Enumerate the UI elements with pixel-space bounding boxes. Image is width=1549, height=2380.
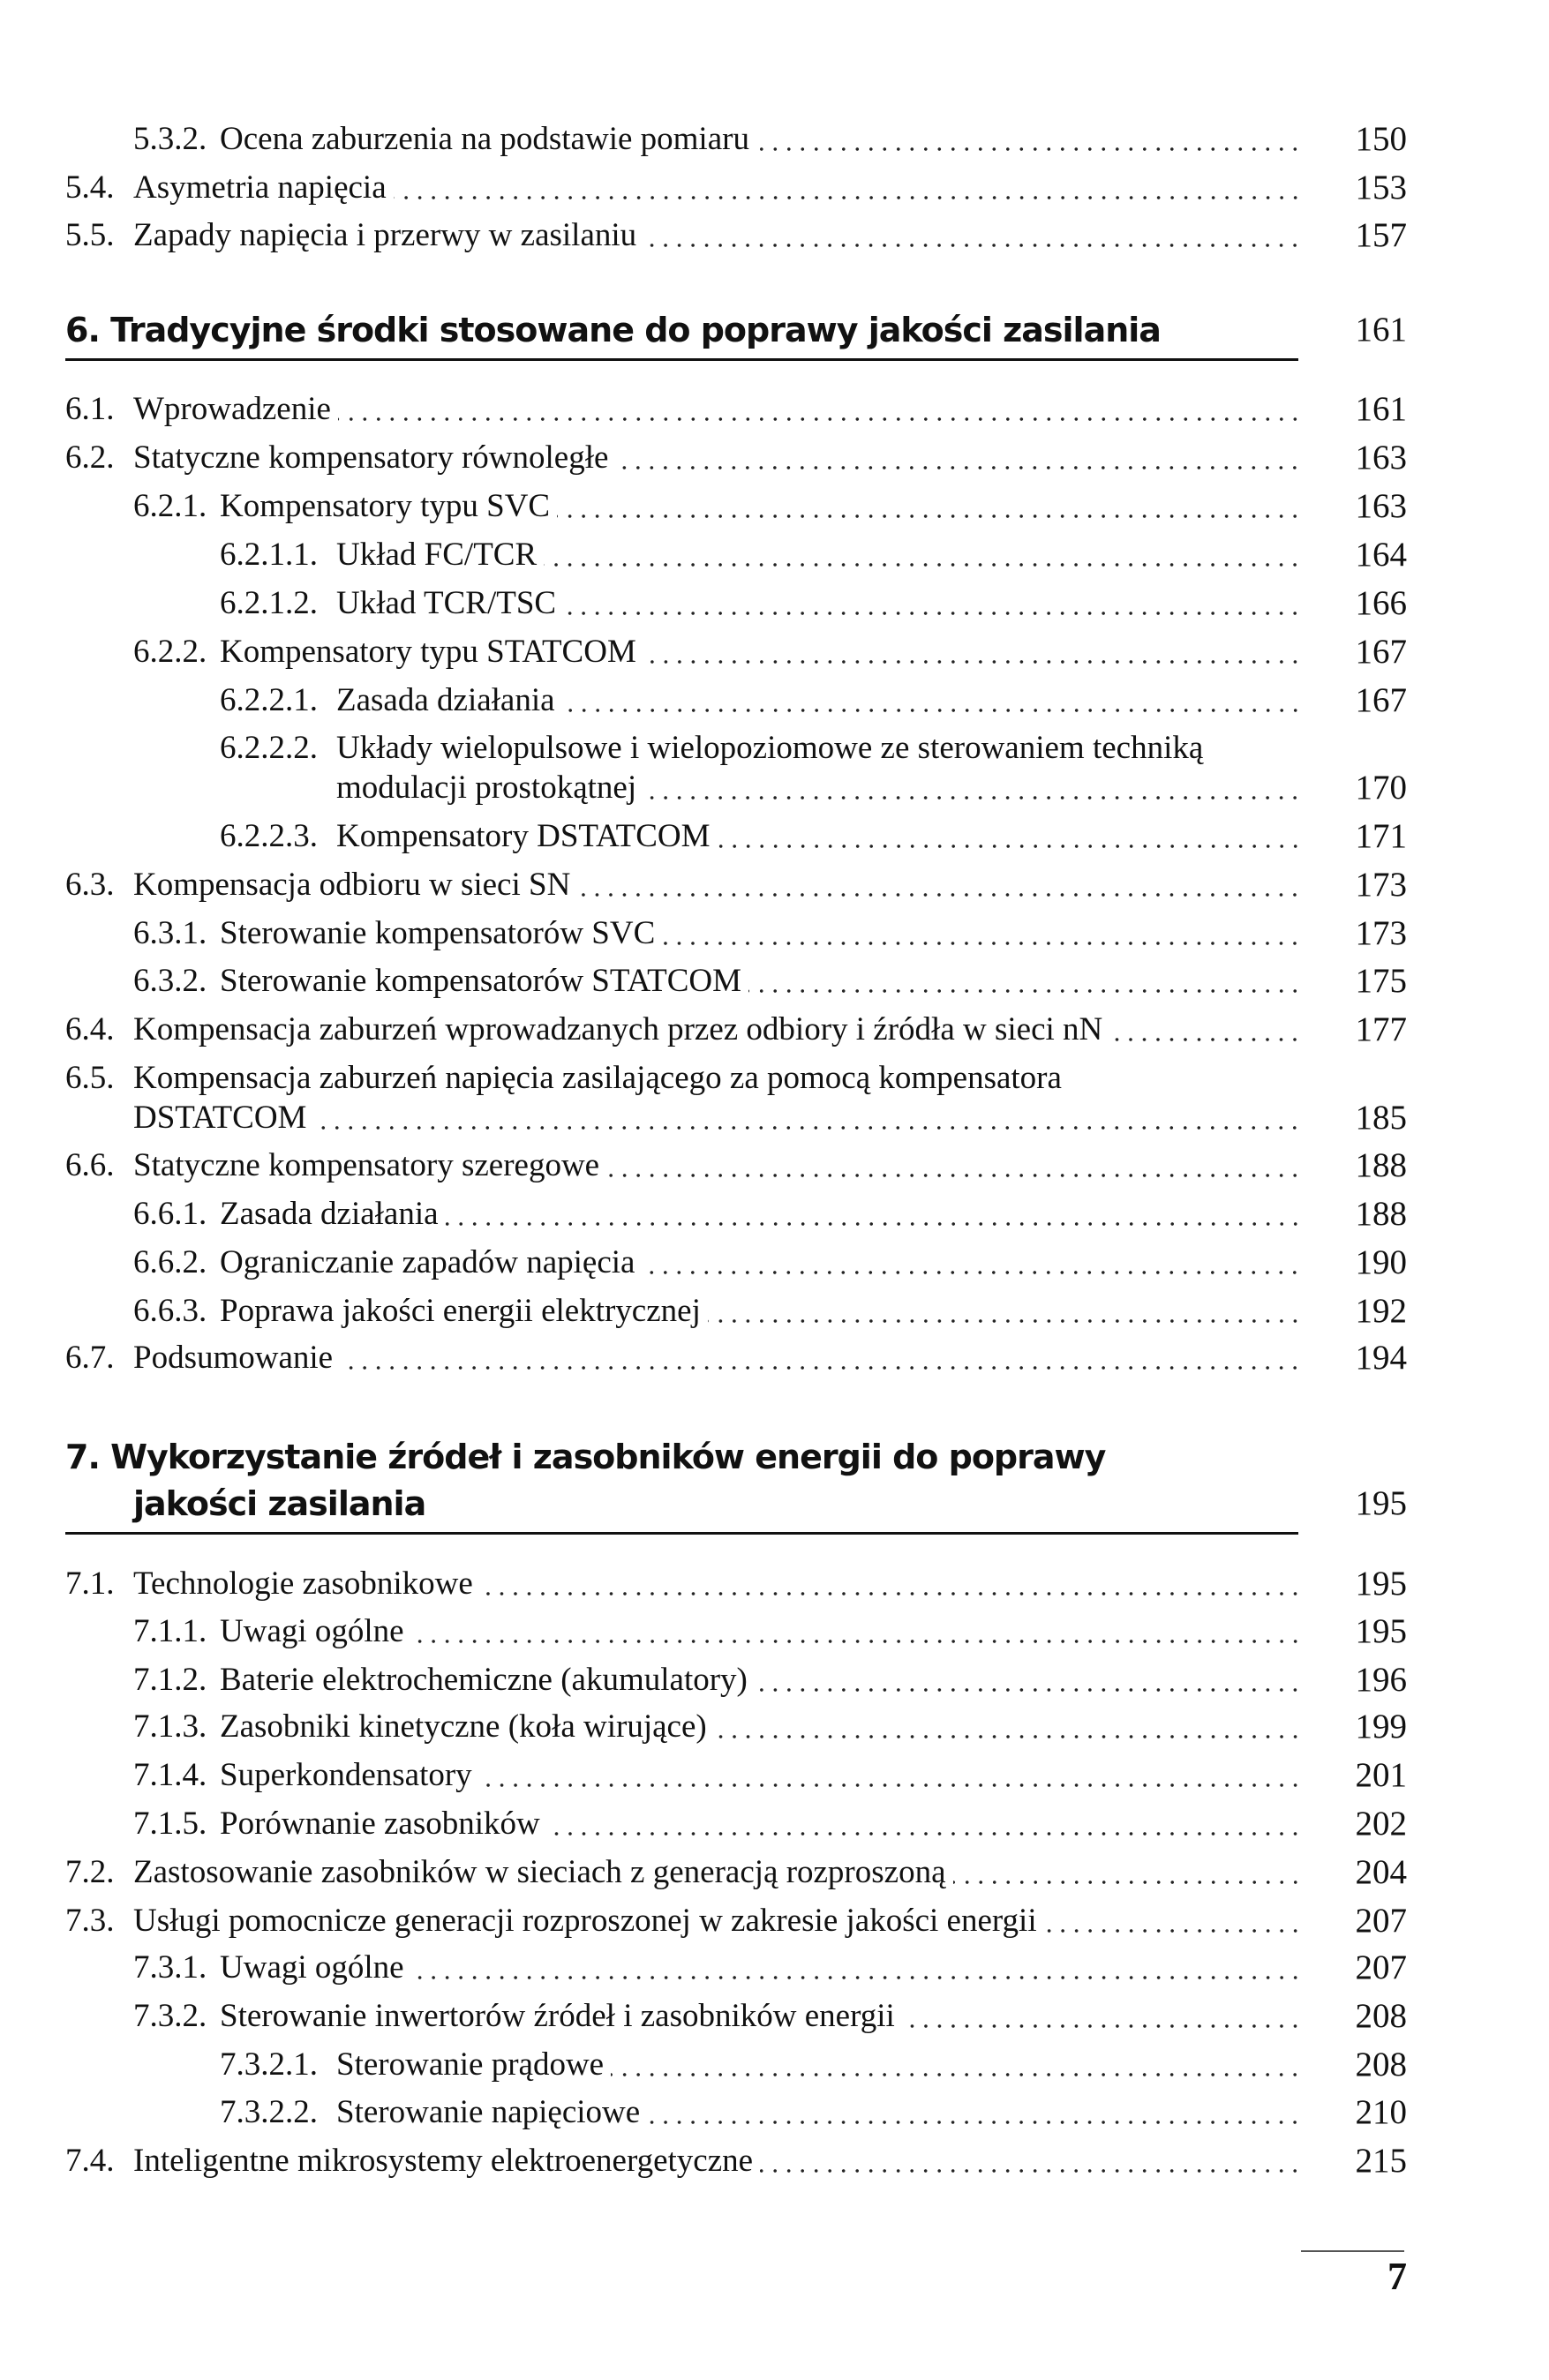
toc-entry[interactable] <box>0 867 1302 903</box>
toc-entry[interactable] <box>0 440 1302 476</box>
entry-title: Poprawa jakości energii elektrycznej <box>220 1293 701 1330</box>
entry-page-number: 190 <box>1355 1243 1407 1282</box>
entry-page-number: 199 <box>1355 1708 1407 1746</box>
dot-leader <box>394 170 1302 206</box>
entry-title: Sterowanie napięciowe <box>336 2094 641 2131</box>
entry-page-number: 188 <box>1355 1195 1407 1234</box>
entry-page-number: 192 <box>1355 1292 1407 1331</box>
toc-entry[interactable] <box>0 1197 1302 1232</box>
entry-number: 5.4. <box>65 169 115 206</box>
entry-title: modulacji prostokątnej <box>336 769 637 806</box>
dot-leader <box>562 683 1302 718</box>
entry-title: Wprowadzenie <box>133 391 331 428</box>
entry-page-number: 173 <box>1355 865 1407 904</box>
entry-title: Sterowanie kompensatorów STATCOM <box>220 963 742 1000</box>
entry-number: 7.3.2.2. <box>220 2094 318 2131</box>
toc-entry[interactable] <box>0 770 1302 806</box>
entry-number: 6.6.2. <box>133 1244 207 1281</box>
toc-entry[interactable] <box>0 1758 1302 1793</box>
toc-entry[interactable] <box>0 964 1302 999</box>
entry-title: Kompensacja zaburzeń napięcia zasilającego za pomocą kompensatora <box>133 1060 1062 1097</box>
toc-entry[interactable] <box>0 1663 1302 1698</box>
entry-number: 7.4. <box>65 2143 115 2180</box>
toc-entry[interactable] <box>0 1614 1302 1649</box>
toc-entry[interactable] <box>0 1061 1302 1096</box>
entry-page-number: 167 <box>1355 680 1407 719</box>
entry-title: Baterie elektrochemiczne (akumulatory) <box>220 1662 748 1699</box>
entry-page-number: 163 <box>1355 487 1407 526</box>
entry-title: Statyczne kompensatory szeregowe <box>133 1147 600 1184</box>
dot-leader <box>544 537 1302 573</box>
entry-number: 6.2.2.2. <box>220 730 318 767</box>
chapter-page-number: 161 <box>1355 310 1407 349</box>
dot-leader <box>953 1855 1302 1890</box>
entry-page-number: 185 <box>1355 1098 1407 1137</box>
entry-number: 6.6.1. <box>133 1196 207 1233</box>
entry-page-number: 195 <box>1355 1612 1407 1651</box>
toc-entry[interactable] <box>0 1012 1302 1047</box>
entry-number: 7.1.1. <box>133 1613 207 1650</box>
heading-underline <box>65 358 1298 361</box>
entry-title: Układy wielopulsowe i wielopoziomowe ze sterowaniem techniką <box>336 730 1204 767</box>
dot-leader <box>563 586 1302 621</box>
entry-page-number: 153 <box>1355 168 1407 206</box>
entry-number: 6.6. <box>65 1147 115 1184</box>
entry-page-number: 175 <box>1355 962 1407 1001</box>
entry-number: 7.3.2.1. <box>220 2046 318 2083</box>
dot-leader <box>643 770 1302 806</box>
dot-leader <box>662 916 1302 951</box>
toc-entry[interactable] <box>0 916 1302 951</box>
toc-entry[interactable] <box>0 1148 1302 1183</box>
entry-page-number: 215 <box>1355 2142 1407 2181</box>
entry-page-number: 208 <box>1355 2045 1407 2083</box>
toc-entry[interactable] <box>0 537 1302 573</box>
entry-number: 7.1.2. <box>133 1662 207 1699</box>
dot-leader <box>1044 1903 1302 1939</box>
entry-title: Układ FC/TCR <box>336 537 538 574</box>
toc-entry[interactable] <box>0 2047 1302 2083</box>
dot-leader <box>615 440 1302 476</box>
entry-title: Technologie zasobnikowe <box>133 1565 473 1602</box>
dot-leader <box>338 392 1302 427</box>
entry-page-number: 207 <box>1355 1901 1407 1940</box>
toc-entry[interactable] <box>0 2144 1302 2179</box>
toc-entry[interactable] <box>0 1709 1302 1745</box>
chapter-page-number: 195 <box>1355 1483 1407 1522</box>
dot-leader <box>411 1950 1302 1986</box>
entry-title: Porównanie zasobników <box>220 1806 540 1843</box>
dot-leader <box>902 1999 1302 2034</box>
entry-page-number: 202 <box>1355 1805 1407 1843</box>
entry-title: Kompensatory typu STATCOM <box>220 633 636 670</box>
dot-leader <box>755 1663 1302 1698</box>
entry-number: 6.3. <box>65 866 115 903</box>
entry-number: 7.1. <box>65 1565 115 1602</box>
entry-title: Asymetria napięcia <box>133 169 387 206</box>
dot-leader <box>411 1614 1302 1649</box>
toc-entry[interactable] <box>0 1999 1302 2034</box>
entry-page-number: 196 <box>1355 1661 1407 1700</box>
entry-page-number: 157 <box>1355 216 1407 255</box>
entry-number: 7.1.5. <box>133 1806 207 1843</box>
entry-title: Podsumowanie <box>133 1340 334 1377</box>
toc-entry[interactable] <box>0 170 1302 206</box>
entry-page-number: 167 <box>1355 632 1407 671</box>
entry-title: Kompensatory DSTATCOM <box>336 817 711 854</box>
entry-number: 7.2. <box>65 1853 115 1890</box>
entry-page-number: 210 <box>1355 2093 1407 2132</box>
dot-leader <box>479 1758 1302 1793</box>
toc-entry[interactable] <box>0 392 1302 427</box>
chapter-heading[interactable]: jakości zasilania <box>133 1483 426 1523</box>
entry-number: 6.2.2.1. <box>220 681 318 718</box>
entry-page-number: 194 <box>1355 1339 1407 1378</box>
dot-leader <box>446 1197 1302 1232</box>
dot-leader <box>606 1148 1302 1183</box>
folio-rule <box>1301 2250 1404 2252</box>
entry-title: Uwagi ogólne <box>220 1948 404 1986</box>
entry-page-number: 171 <box>1355 816 1407 855</box>
entry-title: Superkondensatory <box>220 1757 472 1794</box>
toc-entry[interactable] <box>0 1340 1302 1376</box>
entry-title: Kompensatory typu SVC <box>220 488 551 525</box>
entry-number: 6.2.1.2. <box>220 584 318 621</box>
entry-title: Zastosowanie zasobników w sieciach z generacją rozproszoną <box>133 1853 946 1890</box>
entry-page-number: 177 <box>1355 1010 1407 1049</box>
entry-number: 5.3.2. <box>133 120 207 157</box>
entry-title: Usługi pomocnicze generacji rozproszonej w zakresie jakości energii <box>133 1902 1037 1939</box>
dot-leader <box>547 1806 1302 1842</box>
entry-page-number: 161 <box>1355 390 1407 429</box>
dot-leader <box>642 1245 1302 1280</box>
entry-number: 6.2.2. <box>133 633 207 670</box>
heading-underline <box>65 1532 1298 1535</box>
toc-entry[interactable] <box>0 1294 1302 1329</box>
entry-number: 6.6.3. <box>133 1293 207 1330</box>
entry-page-number: 150 <box>1355 119 1407 158</box>
entry-page-number: 188 <box>1355 1146 1407 1185</box>
toc-entry[interactable] <box>0 122 1302 157</box>
entry-number: 6.5. <box>65 1060 115 1097</box>
entry-title: Kompensacja odbioru w sieci SN <box>133 866 571 903</box>
entry-page-number: 170 <box>1355 768 1407 807</box>
dot-leader <box>647 2095 1302 2130</box>
dot-leader <box>313 1100 1302 1136</box>
entry-title: Ocena zaburzenia na podstawie pomiaru <box>220 120 749 157</box>
dot-leader <box>714 1709 1302 1745</box>
entry-number: 5.5. <box>65 217 115 254</box>
dot-leader <box>1109 1012 1302 1047</box>
entry-page-number: 164 <box>1355 536 1407 574</box>
entry-title: Układ TCR/TSC <box>336 584 557 621</box>
toc-entry[interactable] <box>0 819 1302 854</box>
dot-leader <box>611 2047 1302 2083</box>
toc-entry[interactable] <box>0 1806 1302 1842</box>
entry-page-number: 201 <box>1355 1756 1407 1795</box>
toc-entry[interactable] <box>0 1855 1302 1890</box>
entry-title: Zapady napięcia i przerwy w zasilaniu <box>133 217 637 254</box>
toc-entry[interactable] <box>0 2095 1302 2130</box>
toc-entry[interactable] <box>0 1566 1302 1602</box>
toc-entry[interactable] <box>0 1245 1302 1280</box>
entry-number: 6.1. <box>65 391 115 428</box>
entry-page-number: 195 <box>1355 1564 1407 1603</box>
entry-title: Statyczne kompensatory równoległe <box>133 439 609 477</box>
entry-number: 6.2. <box>65 439 115 477</box>
entry-number: 7.3. <box>65 1902 115 1939</box>
entry-page-number: 207 <box>1355 1948 1407 1986</box>
dot-leader <box>748 964 1302 999</box>
chapter-heading[interactable]: 7. Wykorzystanie źródeł i zasobników energii do poprawy <box>65 1437 1106 1476</box>
entry-page-number: 163 <box>1355 439 1407 477</box>
entry-title: Sterowanie inwertorów źródeł i zasobników energii <box>220 1997 895 2034</box>
entry-title: Sterowanie kompensatorów SVC <box>220 914 656 951</box>
chapter-heading[interactable]: 6. Tradycyjne środki stosowane do poprawy jakości zasilania <box>65 310 1161 349</box>
entry-title: Kompensacja zaburzeń wprowadzanych przez odbiory i źródła w sieci nN <box>133 1011 1103 1048</box>
entry-title: Zasada działania <box>220 1196 439 1233</box>
toc-entry[interactable] <box>0 489 1302 524</box>
entry-number: 6.2.2.3. <box>220 817 318 854</box>
entry-number: 6.3.1. <box>133 914 207 951</box>
entry-page-number: 208 <box>1355 1996 1407 2035</box>
toc-entry[interactable] <box>0 634 1302 670</box>
entry-title: Uwagi ogólne <box>220 1613 404 1650</box>
entry-number: 6.3.2. <box>133 963 207 1000</box>
toc-entry[interactable] <box>0 586 1302 621</box>
toc-entry[interactable] <box>0 683 1302 718</box>
toc-entry[interactable] <box>0 731 1302 766</box>
dot-leader <box>643 634 1302 670</box>
dot-leader <box>577 867 1302 903</box>
dot-leader <box>756 122 1302 157</box>
entry-number: 7.3.2. <box>133 1997 207 2034</box>
entry-title: DSTATCOM <box>133 1099 307 1136</box>
entry-number: 7.1.3. <box>133 1708 207 1746</box>
entry-title: Inteligentne mikrosystemy elektroenergetyczne <box>133 2143 754 2180</box>
toc-entry[interactable] <box>0 1100 1302 1136</box>
dot-leader <box>718 819 1302 854</box>
toc-entry[interactable] <box>0 1903 1302 1939</box>
entry-number: 6.7. <box>65 1340 115 1377</box>
entry-page-number: 204 <box>1355 1852 1407 1891</box>
dot-leader <box>557 489 1302 524</box>
entry-title: Zasobniki kinetyczne (koła wirujące) <box>220 1708 707 1746</box>
entry-title: Sterowanie prądowe <box>336 2046 605 2083</box>
entry-number: 7.1.4. <box>133 1757 207 1794</box>
entry-number: 6.4. <box>65 1011 115 1048</box>
entry-number: 7.3.1. <box>133 1948 207 1986</box>
entry-page-number: 173 <box>1355 913 1407 952</box>
dot-leader <box>643 218 1302 253</box>
toc-entry[interactable] <box>0 1950 1302 1986</box>
dot-leader <box>480 1566 1302 1602</box>
dot-leader <box>340 1340 1302 1376</box>
dot-leader <box>760 2144 1302 2179</box>
page-number: 7 <box>1387 2255 1407 2298</box>
toc-entry[interactable] <box>0 218 1302 253</box>
entry-title: Ograniczanie zapadów napięcia <box>220 1244 635 1281</box>
entry-page-number: 166 <box>1355 583 1407 622</box>
dot-leader <box>708 1294 1302 1329</box>
entry-number: 6.2.1.1. <box>220 537 318 574</box>
entry-number: 6.2.1. <box>133 488 207 525</box>
entry-title: Zasada działania <box>336 681 555 718</box>
